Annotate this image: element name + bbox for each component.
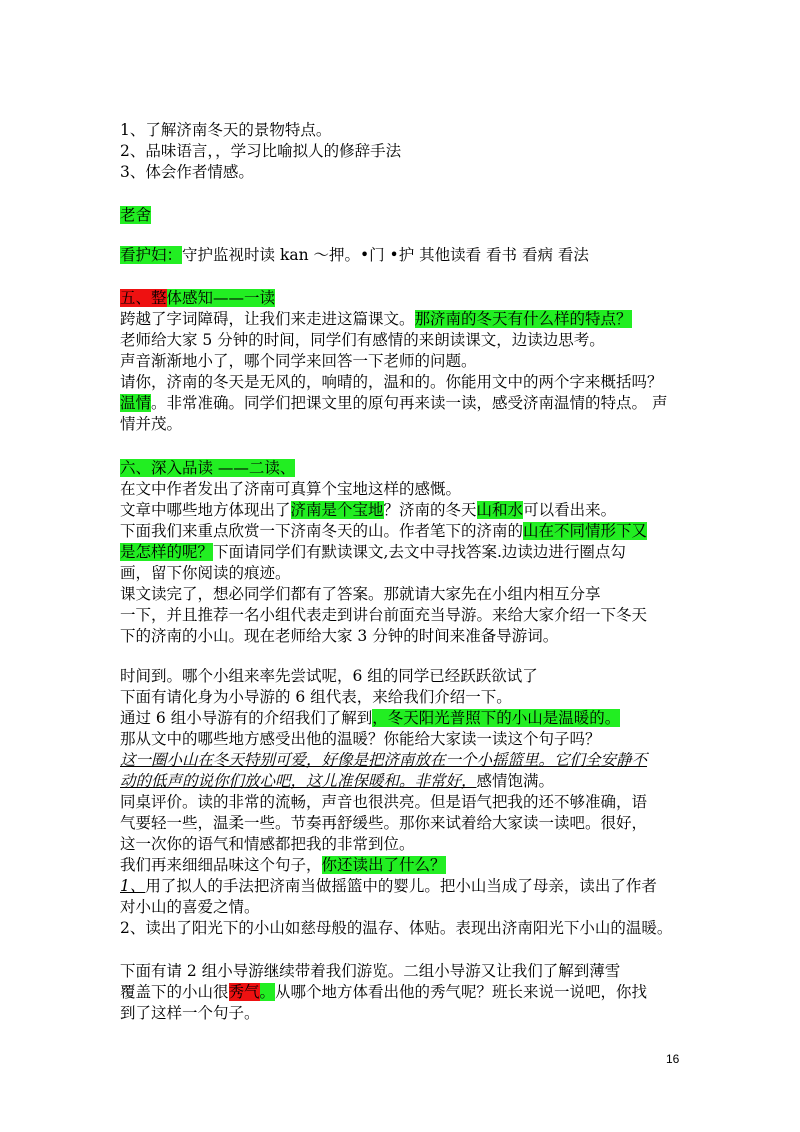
quote-text: 这一圈小山在冬天特别可爱，好像是把济南放在一个小摇篮里。它们全安静不	[120, 751, 648, 769]
pronunciation-line	[120, 245, 589, 266]
quote-text: 动的低声的说你们放心吧，这儿准保暖和。非常好，	[120, 772, 477, 790]
quote-line	[120, 771, 554, 792]
paragraph-line: 情并茂。	[120, 415, 183, 433]
text: 文章中哪些地方体现出了	[120, 501, 291, 519]
paragraph-line	[120, 855, 446, 876]
text: 覆盖下的小山很	[120, 983, 229, 1001]
text: 守护监视时读 kan ～押。•门 •护 其他读看 看书 看病 看法	[182, 246, 589, 264]
highlight: ，冬天阳光普照下的小山是温暖的。	[372, 709, 621, 727]
text: 我们再来细细品味这个句子，	[120, 856, 322, 874]
paragraph-line: 下的济南的小山。现在老师给大家 3 分钟的时间来准备导游词。	[120, 627, 559, 645]
highlight: 六、深入品读 ——二读、	[120, 459, 296, 477]
highlight: 那济南的冬天有什么样的特点？	[414, 310, 632, 328]
paragraph-line: 一下，并且推荐一名小组代表走到讲台前面充当导游。来给大家介绍一下冬天	[120, 606, 648, 624]
text: ？济南的冬天	[383, 501, 477, 519]
paragraph-line: 声音渐渐地小了，哪个同学来回答一下老师的问题。	[120, 352, 477, 370]
paragraph-line	[120, 542, 626, 563]
paragraph-line	[120, 708, 620, 729]
paragraph-line	[120, 309, 632, 330]
highlight: 温情	[120, 394, 152, 412]
paragraph-line	[120, 982, 647, 1003]
objective-2: 2、品味语言，，学习比喻拟人的修辞手法	[120, 142, 402, 160]
paragraph-line	[120, 393, 667, 414]
text: 跨越了字词障碍，让我们来走进这篇课文。	[120, 310, 415, 328]
paragraph-line: 画，留下你阅读的痕迹。	[120, 564, 291, 582]
text: 下面我们来重点欣赏一下济南冬天的山。作者笔下的济南的	[120, 522, 524, 540]
highlight-red: 秀气	[228, 983, 260, 1001]
paragraph-line: 气要轻一些，温柔一些。节奏再舒缓些。那你来试着给大家读一读吧。很好，	[120, 814, 648, 832]
highlight: 山在不同情形下又	[523, 522, 648, 540]
paragraph-line: 下面有请化身为小导游的 6 组代表，来给我们介绍一下。	[120, 688, 512, 706]
paragraph-line: 课文读完了，想必同学们都有了答案。那就请大家先在小组内相互分享	[120, 585, 601, 603]
paragraph-line: 那从文中的哪些地方感受出他的温暖？你能给大家读一读这个句子吗？	[120, 730, 601, 748]
highlight: 济南是个宝地	[290, 501, 384, 519]
paragraph-line	[120, 521, 647, 542]
text: 。非常准确。同学们把课文里的原句再来读一读，感受济南温情的特点。 声	[151, 394, 668, 412]
numbered-marker: 1、	[120, 877, 146, 895]
highlight: 是怎样的呢？	[120, 543, 214, 561]
highlight: 你还读出了什么？	[321, 856, 446, 874]
paragraph-line: 这一次你的语气和情感都把我的非常到位。	[120, 835, 415, 853]
highlight: 体感知——一读	[166, 289, 276, 307]
text: 可以看出来。	[523, 501, 617, 519]
text: 从哪个地方体看出他的秀气呢？班长来说一说吧，你找	[275, 983, 648, 1001]
highlight: 。	[259, 983, 276, 1001]
paragraph-line: 同桌评价。读的非常的流畅，声音也很洪亮。但是语气把我的还不够准确，语	[120, 793, 648, 811]
text: 感情饱满。	[476, 772, 555, 790]
paragraph-line: 请你，济南的冬天是无风的，响晴的，温和的。你能用文中的两个字来概括吗？	[120, 373, 663, 391]
paragraph-line: 2、读出了阳光下的小山如慈母般的温存、体贴。表现出济南阳光下小山的温暖。	[120, 919, 673, 937]
quote-line	[120, 750, 647, 771]
text: 通过 6 组小导游有的介绍我们了解到	[120, 709, 373, 727]
highlight-red: 五、整	[120, 289, 167, 307]
highlight: 看护妇：	[120, 246, 183, 264]
author-line	[120, 205, 151, 226]
paragraph-line	[120, 500, 616, 521]
paragraph-line: 对小山的喜爱之情。	[120, 898, 260, 916]
paragraph-line: 时间到。哪个小组来率先尝试呢，6 组的同学已经跃跃欲试了	[120, 667, 538, 685]
paragraph-line: 老师给大家 5 分钟的时间，同学们有感情的来朗读课文，边读边思考。	[120, 331, 605, 349]
text: 下面请同学们有默读课文,去文中寻找答案.边读边进行圈点勾	[213, 543, 626, 561]
paragraph-line: 到了这样一个句子。	[120, 1004, 260, 1022]
page-number: 16	[666, 1052, 680, 1066]
highlight: 山和水	[476, 501, 524, 519]
section-5-heading	[120, 288, 275, 309]
paragraph-line: 在文中作者发出了济南可真算个宝地这样的感慨。	[120, 480, 462, 498]
section-6-heading	[120, 458, 295, 479]
highlight: 老舍	[120, 206, 152, 224]
objective-1: 1、了解济南冬天的景物特点。	[120, 121, 332, 139]
paragraph-line: 下面有请 2 组小导游继续带着我们游览。二组小导游又让我们了解到薄雪	[120, 962, 621, 980]
objective-3: 3、体会作者情感。	[120, 163, 254, 181]
paragraph-line	[120, 876, 657, 897]
text: 用了拟人的手法把济南当做摇篮中的婴儿。把小山当成了母亲，读出了作者	[145, 877, 657, 895]
